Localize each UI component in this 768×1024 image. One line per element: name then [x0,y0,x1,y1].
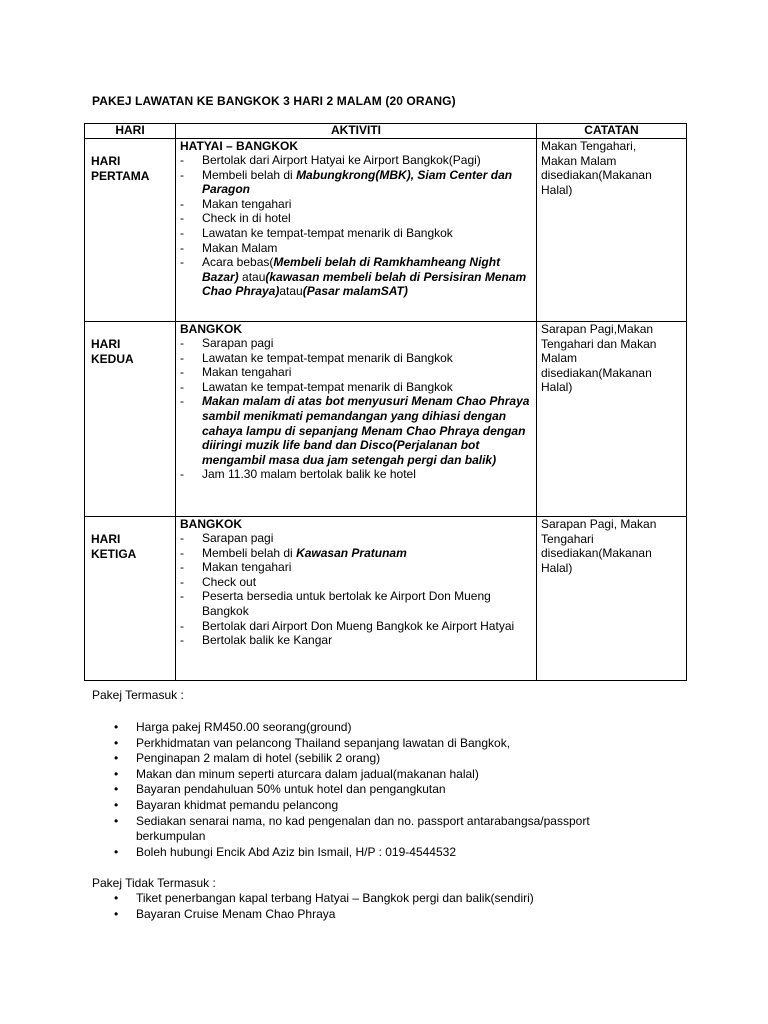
note-line: disediakan(Makanan [541,546,652,561]
activity-text: Makan tengahari [202,196,292,211]
activity-heading: HATYAI – BANGKOK [180,139,299,153]
activity-item [180,575,532,590]
bullet-item [92,720,632,736]
note-line: Makan Tengahari, [541,139,637,153]
activity-text: Sarapan pagi [202,531,274,545]
bullet-icon: • [114,751,119,766]
note-line: disediakan(Makanan [541,168,652,183]
itinerary-table [84,123,687,681]
activity-item [180,197,532,212]
activity-item [180,211,532,226]
activity-text: Jam 11.30 malam bertolak balik ke hotel [202,467,416,482]
bullet-text: Perkhidmatan van pelancong Thailand sepanjang lawatan di Bangkok, [136,735,511,750]
bullet-text: Harga pakej RM450.00 seorang(ground) [136,720,352,734]
bullet-item [92,907,632,923]
note-line: Sarapan Pagi, Makan [541,517,657,531]
table-row [85,322,687,517]
bullet-icon: • [114,735,119,750]
day-label-line: PERTAMA [91,169,150,183]
document-title: PAKEJ LAWATAN KE BANGKOK 3 HARI 2 MALAM (20 ORANG) [92,94,456,108]
bullet-item [92,891,632,907]
note-line: Tengahari [541,531,594,546]
activity-text: atau [279,284,303,299]
day-label-line: HARI [91,337,121,351]
activity-item [180,531,532,546]
bullet-item [92,767,632,783]
day-cell [85,517,176,681]
bullet-item [92,845,632,861]
activity-heading: BANGKOK [180,322,242,336]
activity-text: Lawatan ke tempat-tempat menarik di Bangkok [202,379,453,394]
bullet-text: Bayaran khidmat pemandu pelancong [136,797,339,812]
bullet-icon: • [114,844,119,859]
bullet-text: Bayaran Cruise Menam Chao Phraya [136,906,336,921]
activity-item [180,365,532,380]
activity-text: Sarapan pagi [202,336,274,350]
activity-item [180,619,532,634]
bullet-icon: • [114,891,119,905]
activity-item [180,560,532,575]
note-line: Makan Malam [541,153,617,168]
bullet-text: Makan dan minum seperti aturcara dalam jadual(makanan halal) [136,766,479,781]
day-label-line: KETIGA [91,547,137,561]
activity-text-emphasis: Makan malam di atas bot menyusuri Menam Chao Phraya sambil menikmati pemandangan yang dihiasi dengan cahaya lampu di sepanjang Menam Chao Phraya dengan diiringi muzik life band dan Disco(Perjalanan bot mengambil masa dua jam setengah pergi dan balik) [202,394,530,467]
activity-item [180,394,532,467]
note-line: Tengahari dan Makan [541,336,657,351]
activity-text: atau [238,269,266,284]
activity-text-emphasis: (Pasar malamSAT) [302,284,408,299]
activity-list [180,153,532,299]
included-label: Pakej Termasuk : [92,688,184,702]
activity-item [180,153,532,168]
activity-text: Check in di hotel [202,211,291,226]
day-label-line: HARI [91,532,121,546]
excluded-label: Pakej Tidak Termasuk : [92,876,216,890]
bullet-icon: • [114,797,119,812]
activity-heading: BANGKOK [180,517,242,531]
bullet-icon: • [114,720,119,734]
activity-item [180,467,532,482]
activity-list [180,336,532,482]
activity-item [180,380,532,395]
note-line: Malam [541,351,578,366]
bullet-item [92,782,632,798]
table-row [85,139,687,322]
note-cell [537,517,687,681]
activity-text: Bertolak dari Airport Hatyai ke Airport Bangkok(Pagi) [202,153,481,167]
day-cell [85,139,176,322]
activity-cell [176,322,537,517]
activity-text: Membeli belah di [202,167,297,182]
bullet-item [92,814,632,845]
activity-cell [176,517,537,681]
activity-item [180,168,532,197]
bullet-text: Penginapan 2 malam di hotel (sebilik 2 orang) [136,751,381,766]
activity-item [180,589,532,618]
activity-item [180,226,532,241]
day-label-line: HARI [91,154,121,168]
activity-item [180,351,532,366]
included-list [92,720,632,860]
bullet-icon: • [114,906,119,921]
activity-text: Bertolak balik ke Kangar [202,633,333,648]
bullet-item [92,798,632,814]
bullet-text: Sediakan senarai nama, no kad pengenalan dan no. passport antarabangsa/passport berkumpulan [136,813,590,844]
activity-text: Lawatan ke tempat-tempat menarik di Bangkok [202,225,453,240]
column-header-aktiviti: AKTIVITI [176,124,537,139]
note-line: Halal) [541,560,573,575]
activity-item [180,633,532,648]
bullet-item [92,751,632,767]
activity-text: Lawatan ke tempat-tempat menarik di Bangkok [202,350,453,365]
activity-text-emphasis: Mabungkrong(MBK), Siam Center dan Paragon [202,167,513,197]
day-label-line: KEDUA [91,352,134,366]
note-cell [537,139,687,322]
activity-item [180,241,532,256]
activity-item [180,255,532,299]
note-cell [537,322,687,517]
column-header-catatan: CATATAN [537,124,687,139]
activity-text: Makan Malam [202,240,278,255]
table-header-row [85,124,687,139]
activity-text: Acara bebas( [202,255,274,270]
activity-text: Makan tengahari [202,365,292,380]
activity-text: Bertolak dari Airport Don Mueng Bangkok ke Airport Hatyai [202,618,515,633]
bullet-icon: • [114,766,119,781]
note-line: Halal) [541,380,573,395]
bullet-icon: • [114,813,119,828]
activity-item [180,546,532,561]
activity-text-emphasis: (kawasan membeli belah di Persisiran Menam Chao Phraya) [202,269,527,299]
bullet-item [92,736,632,752]
day-cell [85,322,176,517]
note-line: disediakan(Makanan [541,365,652,380]
bullet-icon: • [114,782,119,797]
note-line: Halal) [541,182,573,197]
activity-list [180,531,532,648]
excluded-list [92,891,632,922]
bullet-text: Boleh hubungi Encik Abd Aziz bin Ismail, H/P : 019-4544532 [136,844,456,859]
activity-cell [176,139,537,322]
table-row [85,517,687,681]
activity-text-emphasis: Membeli belah di Ramkhamheang Night Bazar) [202,255,501,284]
activity-text: Makan tengahari [202,560,292,575]
activity-item [180,336,532,351]
bullet-text: Bayaran pendahuluan 50% untuk hotel dan pengangkutan [136,782,446,797]
activity-text: Membeli belah di [202,545,297,560]
column-header-hari: HARI [85,124,176,139]
note-line: Sarapan Pagi,Makan [541,322,654,336]
activity-text-emphasis: Kawasan Pratunam [296,545,407,560]
activity-text: Peserta bersedia untuk bertolak ke Airport Don Mueng Bangkok [202,589,491,618]
bullet-text: Tiket penerbangan kapal terbang Hatyai – Bangkok pergi dan balik(sendiri) [136,891,534,905]
activity-text: Check out [202,574,257,589]
